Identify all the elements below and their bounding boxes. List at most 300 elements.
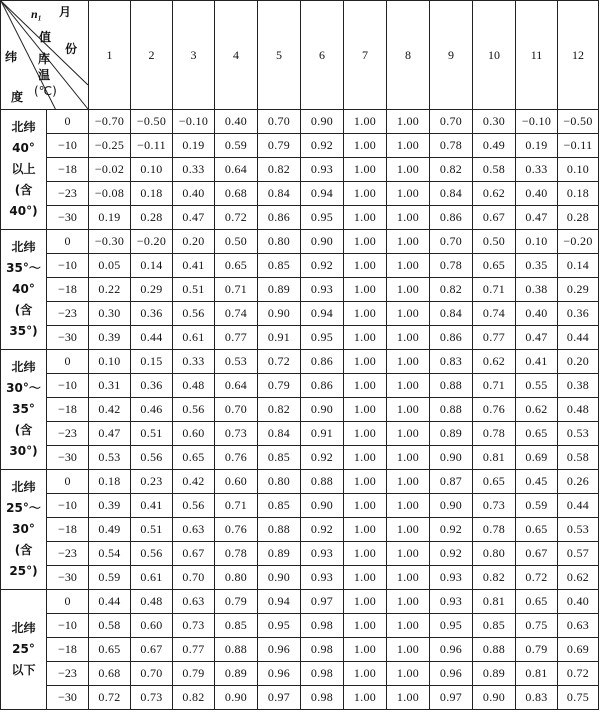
latitude-line: 30° — [12, 522, 35, 536]
n1-value-cell: 1.00 — [387, 134, 430, 158]
n1-value-cell: 0.94 — [301, 182, 344, 206]
n1-value-cell: 0.86 — [301, 374, 344, 398]
n1-value-cell: 0.77 — [173, 638, 215, 662]
n1-value-cell: 0.70 — [131, 662, 173, 686]
n1-value-cell: 0.73 — [473, 494, 516, 518]
n1-value-cell: 0.22 — [89, 278, 131, 302]
n1-value-cell: 0.51 — [131, 518, 173, 542]
n1-value-cell: 0.90 — [301, 110, 344, 134]
n1-label: n₁ — [31, 7, 42, 21]
n1-value-cell: 0.69 — [516, 446, 558, 470]
diagonal-header-cell — [1, 1, 89, 110]
n1-value-cell: 0.74 — [473, 302, 516, 326]
n1-value-cell: 0.82 — [173, 686, 215, 710]
n1-value-cell: 0.64 — [215, 158, 258, 182]
n1-value-cell: 0.93 — [301, 158, 344, 182]
n1-value-cell: 1.00 — [387, 206, 430, 230]
n1-value-cell: 0.18 — [558, 182, 599, 206]
n1-value-cell: 0.47 — [516, 206, 558, 230]
n1-value-cell: 0.80 — [473, 542, 516, 566]
n1-value-cell: 1.00 — [344, 278, 387, 302]
latitude-line: 35°～ — [6, 261, 41, 275]
n1-value-cell: 0.83 — [430, 350, 473, 374]
n1-value-cell: 0.65 — [516, 518, 558, 542]
n1-value-cell: 1.00 — [344, 374, 387, 398]
n1-value-cell: 0.54 — [89, 542, 131, 566]
month-header-11: 11 — [516, 1, 558, 110]
n1-value-cell: 0.33 — [173, 350, 215, 374]
n1-value-cell: 1.00 — [344, 326, 387, 350]
n1-value-cell: 1.00 — [387, 374, 430, 398]
latitude-line: 北纬 — [11, 240, 36, 254]
n1-value-cell: 0.86 — [430, 326, 473, 350]
n1-value-cell: 0.68 — [89, 662, 131, 686]
n1-value-cell: −0.10 — [516, 110, 558, 134]
storage-temperature-cell: 0 — [47, 110, 89, 134]
storage-temperature-cell: −10 — [47, 254, 89, 278]
table-row — [1, 302, 599, 326]
n1-value-cell: 0.89 — [258, 278, 301, 302]
latitude-line: (含 — [14, 543, 33, 557]
n1-value-cell: 0.71 — [215, 494, 258, 518]
n1-value-cell: 0.92 — [301, 254, 344, 278]
n1-value-cell: 0.96 — [430, 662, 473, 686]
n1-value-cell: 0.51 — [173, 278, 215, 302]
n1-value-cell: 1.00 — [344, 614, 387, 638]
n1-value-cell: 0.90 — [215, 686, 258, 710]
n1-value-cell: 0.76 — [473, 398, 516, 422]
n1-value-cell: 0.40 — [516, 302, 558, 326]
table-row — [1, 446, 599, 470]
n1-value-cell: 1.00 — [344, 230, 387, 254]
latitude-line: 以上 — [11, 162, 36, 176]
n1-value-cell: 0.26 — [558, 470, 599, 494]
n1-value-cell: 0.80 — [258, 470, 301, 494]
n1-value-cell: 0.72 — [258, 350, 301, 374]
storage-temperature-cell: −10 — [47, 374, 89, 398]
n1-value-cell: 0.44 — [558, 494, 599, 518]
n1-value-cell: 0.23 — [131, 470, 173, 494]
value-label: 值 — [39, 30, 52, 44]
table-row — [1, 134, 599, 158]
n1-value-cell: 0.65 — [473, 470, 516, 494]
n1-value-cell: 0.88 — [430, 374, 473, 398]
n1-value-cell: 0.96 — [430, 638, 473, 662]
n1-value-cell: 0.95 — [301, 326, 344, 350]
n1-value-cell: 0.73 — [173, 614, 215, 638]
n1-value-cell: 0.90 — [258, 302, 301, 326]
table-row — [1, 470, 599, 494]
table-row — [1, 374, 599, 398]
n1-value-cell: 0.97 — [301, 590, 344, 614]
n1-value-cell: 0.85 — [258, 494, 301, 518]
n1-value-cell: 0.90 — [301, 230, 344, 254]
n1-value-cell: 0.87 — [430, 470, 473, 494]
n1-value-cell: 0.65 — [473, 254, 516, 278]
n1-value-cell: 0.14 — [131, 254, 173, 278]
n1-value-cell: 0.90 — [301, 398, 344, 422]
n1-value-cell: 0.84 — [430, 182, 473, 206]
n1-value-cell: −0.11 — [558, 134, 599, 158]
n1-value-cell: 0.79 — [173, 662, 215, 686]
n1-value-cell: 0.10 — [131, 158, 173, 182]
n1-value-cell: 1.00 — [344, 686, 387, 710]
n1-value-cell: 0.68 — [215, 182, 258, 206]
storage-temperature-cell: 0 — [47, 230, 89, 254]
n1-value-cell: 0.77 — [473, 326, 516, 350]
n1-value-cell: 0.56 — [173, 398, 215, 422]
n1-value-cell: −0.11 — [131, 134, 173, 158]
n1-value-cell: 0.76 — [215, 518, 258, 542]
n1-value-cell: −0.50 — [131, 110, 173, 134]
latitude-line: 30°) — [9, 444, 38, 458]
n1-value-cell: −0.25 — [89, 134, 131, 158]
n1-value-cell: −0.30 — [89, 230, 131, 254]
n1-value-cell: 0.71 — [473, 278, 516, 302]
latitude-line: 25°～ — [6, 501, 41, 515]
n1-value-cell: 0.82 — [258, 398, 301, 422]
n1-value-cell: 0.98 — [301, 662, 344, 686]
n1-value-cell: 1.00 — [344, 590, 387, 614]
n1-value-cell: −0.20 — [131, 230, 173, 254]
n1-value-cell: 0.29 — [558, 278, 599, 302]
n1-value-cell: 0.05 — [89, 254, 131, 278]
n1-value-cell: 0.82 — [430, 158, 473, 182]
n1-value-cell: 0.85 — [473, 614, 516, 638]
storage-temperature-cell: 0 — [47, 350, 89, 374]
n1-value-cell: 0.63 — [558, 614, 599, 638]
header-row — [1, 1, 599, 110]
n1-value-cell: 0.40 — [516, 182, 558, 206]
storage-temperature-cell: 0 — [47, 590, 89, 614]
n1-value-cell: 1.00 — [387, 158, 430, 182]
n1-value-cell: 0.53 — [215, 350, 258, 374]
n1-value-cell: 1.00 — [344, 302, 387, 326]
n1-value-cell: 1.00 — [344, 470, 387, 494]
latitude-label-top: 纬 — [5, 50, 18, 64]
month-header-8: 8 — [387, 1, 430, 110]
n1-value-cell: 1.00 — [387, 110, 430, 134]
n1-value-cell: 0.93 — [301, 278, 344, 302]
n1-value-cell: 0.69 — [558, 638, 599, 662]
n1-value-cell: 0.81 — [516, 662, 558, 686]
table-row — [1, 614, 599, 638]
n1-value-cell: 0.85 — [258, 446, 301, 470]
month-header-12: 12 — [558, 1, 599, 110]
storage-temperature-cell: −30 — [47, 446, 89, 470]
n1-value-cell: 0.51 — [131, 422, 173, 446]
storage-temperature-cell: −23 — [47, 302, 89, 326]
storage-temperature-cell: −18 — [47, 518, 89, 542]
storage-temperature-cell: −30 — [47, 566, 89, 590]
n1-value-cell: 0.96 — [258, 638, 301, 662]
n1-value-cell: 1.00 — [344, 518, 387, 542]
n1-value-cell: 0.73 — [131, 686, 173, 710]
month-label-top: 月 — [59, 5, 72, 19]
storage-temperature-cell: −23 — [47, 542, 89, 566]
n1-value-cell: 0.97 — [430, 686, 473, 710]
n1-value-cell: 0.81 — [473, 590, 516, 614]
latitude-line: 北纬 — [11, 360, 36, 374]
n1-value-cell: 0.31 — [89, 374, 131, 398]
n1-value-cell: 0.62 — [473, 350, 516, 374]
n1-value-cell: 0.82 — [473, 566, 516, 590]
n1-value-cell: 0.70 — [258, 110, 301, 134]
n1-value-cell: 0.19 — [89, 206, 131, 230]
table-row — [1, 110, 599, 134]
n1-value-cell: 0.58 — [473, 158, 516, 182]
n1-value-cell: 0.70 — [430, 110, 473, 134]
month-label-bottom: 份 — [65, 42, 78, 56]
n1-value-cell: 0.75 — [516, 614, 558, 638]
n1-value-cell: 0.84 — [258, 182, 301, 206]
n1-value-cell: 0.36 — [131, 302, 173, 326]
latitude-line: 35° — [12, 402, 35, 416]
latitude-group-cell — [1, 110, 47, 230]
n1-value-cell: 1.00 — [387, 614, 430, 638]
n1-value-cell: 0.83 — [516, 686, 558, 710]
month-header-7: 7 — [344, 1, 387, 110]
n1-value-cell: 0.84 — [258, 422, 301, 446]
n1-value-cell: 0.98 — [301, 614, 344, 638]
latitude-line: 40° — [12, 282, 35, 296]
n1-value-cell: 0.62 — [516, 398, 558, 422]
n1-value-cell: 0.67 — [516, 542, 558, 566]
n1-value-cell: 0.64 — [215, 374, 258, 398]
n1-value-cell: 1.00 — [387, 518, 430, 542]
n1-value-cell: 0.98 — [301, 638, 344, 662]
n1-value-cell: 0.75 — [558, 686, 599, 710]
n1-value-cell: 0.76 — [215, 446, 258, 470]
n1-value-cell: 0.61 — [131, 566, 173, 590]
n1-value-cell: 0.47 — [516, 326, 558, 350]
n1-value-cell: 0.53 — [558, 422, 599, 446]
n1-value-cell: 0.89 — [215, 662, 258, 686]
n1-value-cell: 0.56 — [173, 494, 215, 518]
n1-value-cell: 0.50 — [215, 230, 258, 254]
n1-value-cell: 0.36 — [558, 302, 599, 326]
latitude-label-bottom: 度 — [11, 90, 24, 104]
n1-value-cell: 0.59 — [215, 134, 258, 158]
table-row — [1, 398, 599, 422]
n1-value-cell: 0.78 — [473, 518, 516, 542]
month-header-5: 5 — [258, 1, 301, 110]
n1-value-cell: 1.00 — [387, 638, 430, 662]
storage-temperature-cell: −23 — [47, 422, 89, 446]
n1-value-cell: 0.53 — [89, 446, 131, 470]
n1-value-cell: 1.00 — [344, 206, 387, 230]
n1-value-cell: 0.67 — [473, 206, 516, 230]
month-header-1: 1 — [89, 1, 131, 110]
n1-value-cell: 0.90 — [258, 566, 301, 590]
n1-value-cell: 0.70 — [173, 566, 215, 590]
n1-value-cell: 1.00 — [344, 254, 387, 278]
n1-value-cell: 1.00 — [387, 494, 430, 518]
n1-value-cell: 0.85 — [215, 614, 258, 638]
n1-value-cell: 0.10 — [516, 230, 558, 254]
n1-value-cell: 1.00 — [387, 254, 430, 278]
n1-value-cell: 0.28 — [131, 206, 173, 230]
n1-value-cell: 0.58 — [89, 614, 131, 638]
n1-value-cell: 0.84 — [430, 302, 473, 326]
n1-value-cell: 0.79 — [258, 374, 301, 398]
storage-temperature-cell: −30 — [47, 686, 89, 710]
n1-value-cell: 0.79 — [258, 134, 301, 158]
n1-value-cell: 0.65 — [173, 446, 215, 470]
n1-value-cell: 0.73 — [215, 422, 258, 446]
n1-value-cell: 0.92 — [430, 518, 473, 542]
n1-value-cell: 0.67 — [173, 542, 215, 566]
n1-value-cell: 0.33 — [516, 158, 558, 182]
latitude-group-cell — [1, 230, 47, 350]
n1-value-cell: 0.29 — [131, 278, 173, 302]
n1-value-cell: 1.00 — [387, 398, 430, 422]
latitude-line: (含 — [14, 423, 33, 437]
n1-value-cell: 0.19 — [173, 134, 215, 158]
latitude-group-cell — [1, 350, 47, 470]
n1-value-cell: 0.41 — [131, 494, 173, 518]
n1-value-cell: 0.38 — [516, 278, 558, 302]
n1-value-cell: 0.47 — [173, 206, 215, 230]
n1-value-cell: 0.90 — [430, 446, 473, 470]
n1-value-cell: 1.00 — [344, 542, 387, 566]
n1-value-cell: 0.95 — [430, 614, 473, 638]
table-row — [1, 278, 599, 302]
n1-value-cell: 0.59 — [89, 566, 131, 590]
n1-value-cell: 1.00 — [344, 134, 387, 158]
n1-value-cell: 0.46 — [131, 398, 173, 422]
month-header-3: 3 — [173, 1, 215, 110]
storage-temperature-cell: −18 — [47, 638, 89, 662]
n1-value-cell: −0.02 — [89, 158, 131, 182]
n1-value-cell: 0.80 — [215, 566, 258, 590]
table-row — [1, 422, 599, 446]
n1-value-cell: 0.56 — [131, 446, 173, 470]
n1-value-cell: 0.90 — [473, 686, 516, 710]
n1-value-cell: 0.40 — [558, 590, 599, 614]
n1-value-cell: 1.00 — [387, 278, 430, 302]
n1-value-cell: 0.74 — [215, 302, 258, 326]
n1-value-cell: 0.72 — [558, 662, 599, 686]
table-body — [1, 110, 599, 710]
n1-value-cell: 0.79 — [516, 638, 558, 662]
n1-value-cell: 0.89 — [473, 662, 516, 686]
n1-value-cell: 0.67 — [131, 638, 173, 662]
n1-value-cell: 0.10 — [89, 350, 131, 374]
n1-value-cell: 0.48 — [558, 398, 599, 422]
n1-value-cell: 0.35 — [516, 254, 558, 278]
latitude-line: 30°～ — [6, 381, 41, 395]
n1-value-cell: 0.90 — [301, 494, 344, 518]
n1-value-cell: 0.65 — [89, 638, 131, 662]
n1-value-cell: 1.00 — [387, 182, 430, 206]
n1-value-cell: 0.28 — [558, 206, 599, 230]
month-header-10: 10 — [473, 1, 516, 110]
n1-value-cell: 0.89 — [430, 422, 473, 446]
n1-value-cell: 0.79 — [215, 590, 258, 614]
n1-value-cell: 0.48 — [173, 374, 215, 398]
n1-value-cell: 0.77 — [215, 326, 258, 350]
n1-value-cell: 0.49 — [89, 518, 131, 542]
latitude-line: 35°) — [9, 324, 38, 338]
n1-value-cell: 0.93 — [301, 542, 344, 566]
table-row — [1, 590, 599, 614]
n1-value-cell: 0.10 — [558, 158, 599, 182]
n1-value-cell: 0.92 — [301, 134, 344, 158]
latitude-line: (含 — [14, 183, 33, 197]
n1-value-cell: 0.92 — [301, 518, 344, 542]
table-row — [1, 494, 599, 518]
latitude-group-cell — [1, 590, 47, 710]
n1-value-cell: 1.00 — [387, 350, 430, 374]
n1-value-cell: 1.00 — [387, 422, 430, 446]
month-header-2: 2 — [131, 1, 173, 110]
n1-value-cell: 0.95 — [258, 614, 301, 638]
n1-value-cell: 1.00 — [344, 446, 387, 470]
table-row — [1, 182, 599, 206]
table-row — [1, 686, 599, 710]
n1-value-cell: 0.82 — [258, 158, 301, 182]
n1-value-cell: 0.56 — [173, 302, 215, 326]
n1-value-cell: 0.40 — [215, 110, 258, 134]
n1-value-cell: 1.00 — [387, 542, 430, 566]
n1-value-cell: 0.88 — [215, 638, 258, 662]
n1-value-cell: 0.55 — [516, 374, 558, 398]
month-header-9: 9 — [430, 1, 473, 110]
n1-value-cell: 0.48 — [131, 590, 173, 614]
table-row — [1, 518, 599, 542]
n1-value-cell: 0.71 — [473, 374, 516, 398]
n1-value-cell: 1.00 — [387, 590, 430, 614]
n1-value-cell: 1.00 — [344, 566, 387, 590]
n1-value-cell: 0.72 — [516, 566, 558, 590]
n1-value-cell: 0.72 — [215, 206, 258, 230]
table-row — [1, 206, 599, 230]
n1-value-cell: 0.85 — [258, 254, 301, 278]
n1-value-cell: 0.41 — [516, 350, 558, 374]
n1-value-cell: 0.88 — [258, 518, 301, 542]
storage-temperature-cell: 0 — [47, 470, 89, 494]
n1-value-cell: 0.93 — [430, 590, 473, 614]
month-header-6: 6 — [301, 1, 344, 110]
storage-temperature-cell: −10 — [47, 134, 89, 158]
n1-value-cell: 0.58 — [558, 446, 599, 470]
n1-value-cell: −0.08 — [89, 182, 131, 206]
n1-value-cell: 1.00 — [387, 302, 430, 326]
n1-value-cell: −0.10 — [173, 110, 215, 134]
n1-value-cell: 0.62 — [473, 182, 516, 206]
n1-value-cell: 0.70 — [430, 230, 473, 254]
n1-value-cell: 0.92 — [301, 446, 344, 470]
latitude-line: 北纬 — [11, 480, 36, 494]
n1-value-cell: 0.50 — [473, 230, 516, 254]
n1-value-cell: 0.42 — [173, 470, 215, 494]
n1-value-cell: 0.65 — [215, 254, 258, 278]
n1-value-cell: 1.00 — [387, 686, 430, 710]
n1-value-cell: 0.30 — [89, 302, 131, 326]
latitude-line: 25° — [12, 642, 35, 656]
n1-value-cell: 0.88 — [301, 470, 344, 494]
storage-temperature-cell: −10 — [47, 614, 89, 638]
n1-value-cell: 0.78 — [215, 542, 258, 566]
n1-value-cell: −0.20 — [558, 230, 599, 254]
n1-value-cell: 0.63 — [173, 590, 215, 614]
n1-value-cell: 0.70 — [215, 398, 258, 422]
n1-value-cell: 0.97 — [258, 686, 301, 710]
n1-value-cell: 0.71 — [215, 278, 258, 302]
n1-value-cell: 0.91 — [301, 422, 344, 446]
n1-value-cell: 0.40 — [173, 182, 215, 206]
